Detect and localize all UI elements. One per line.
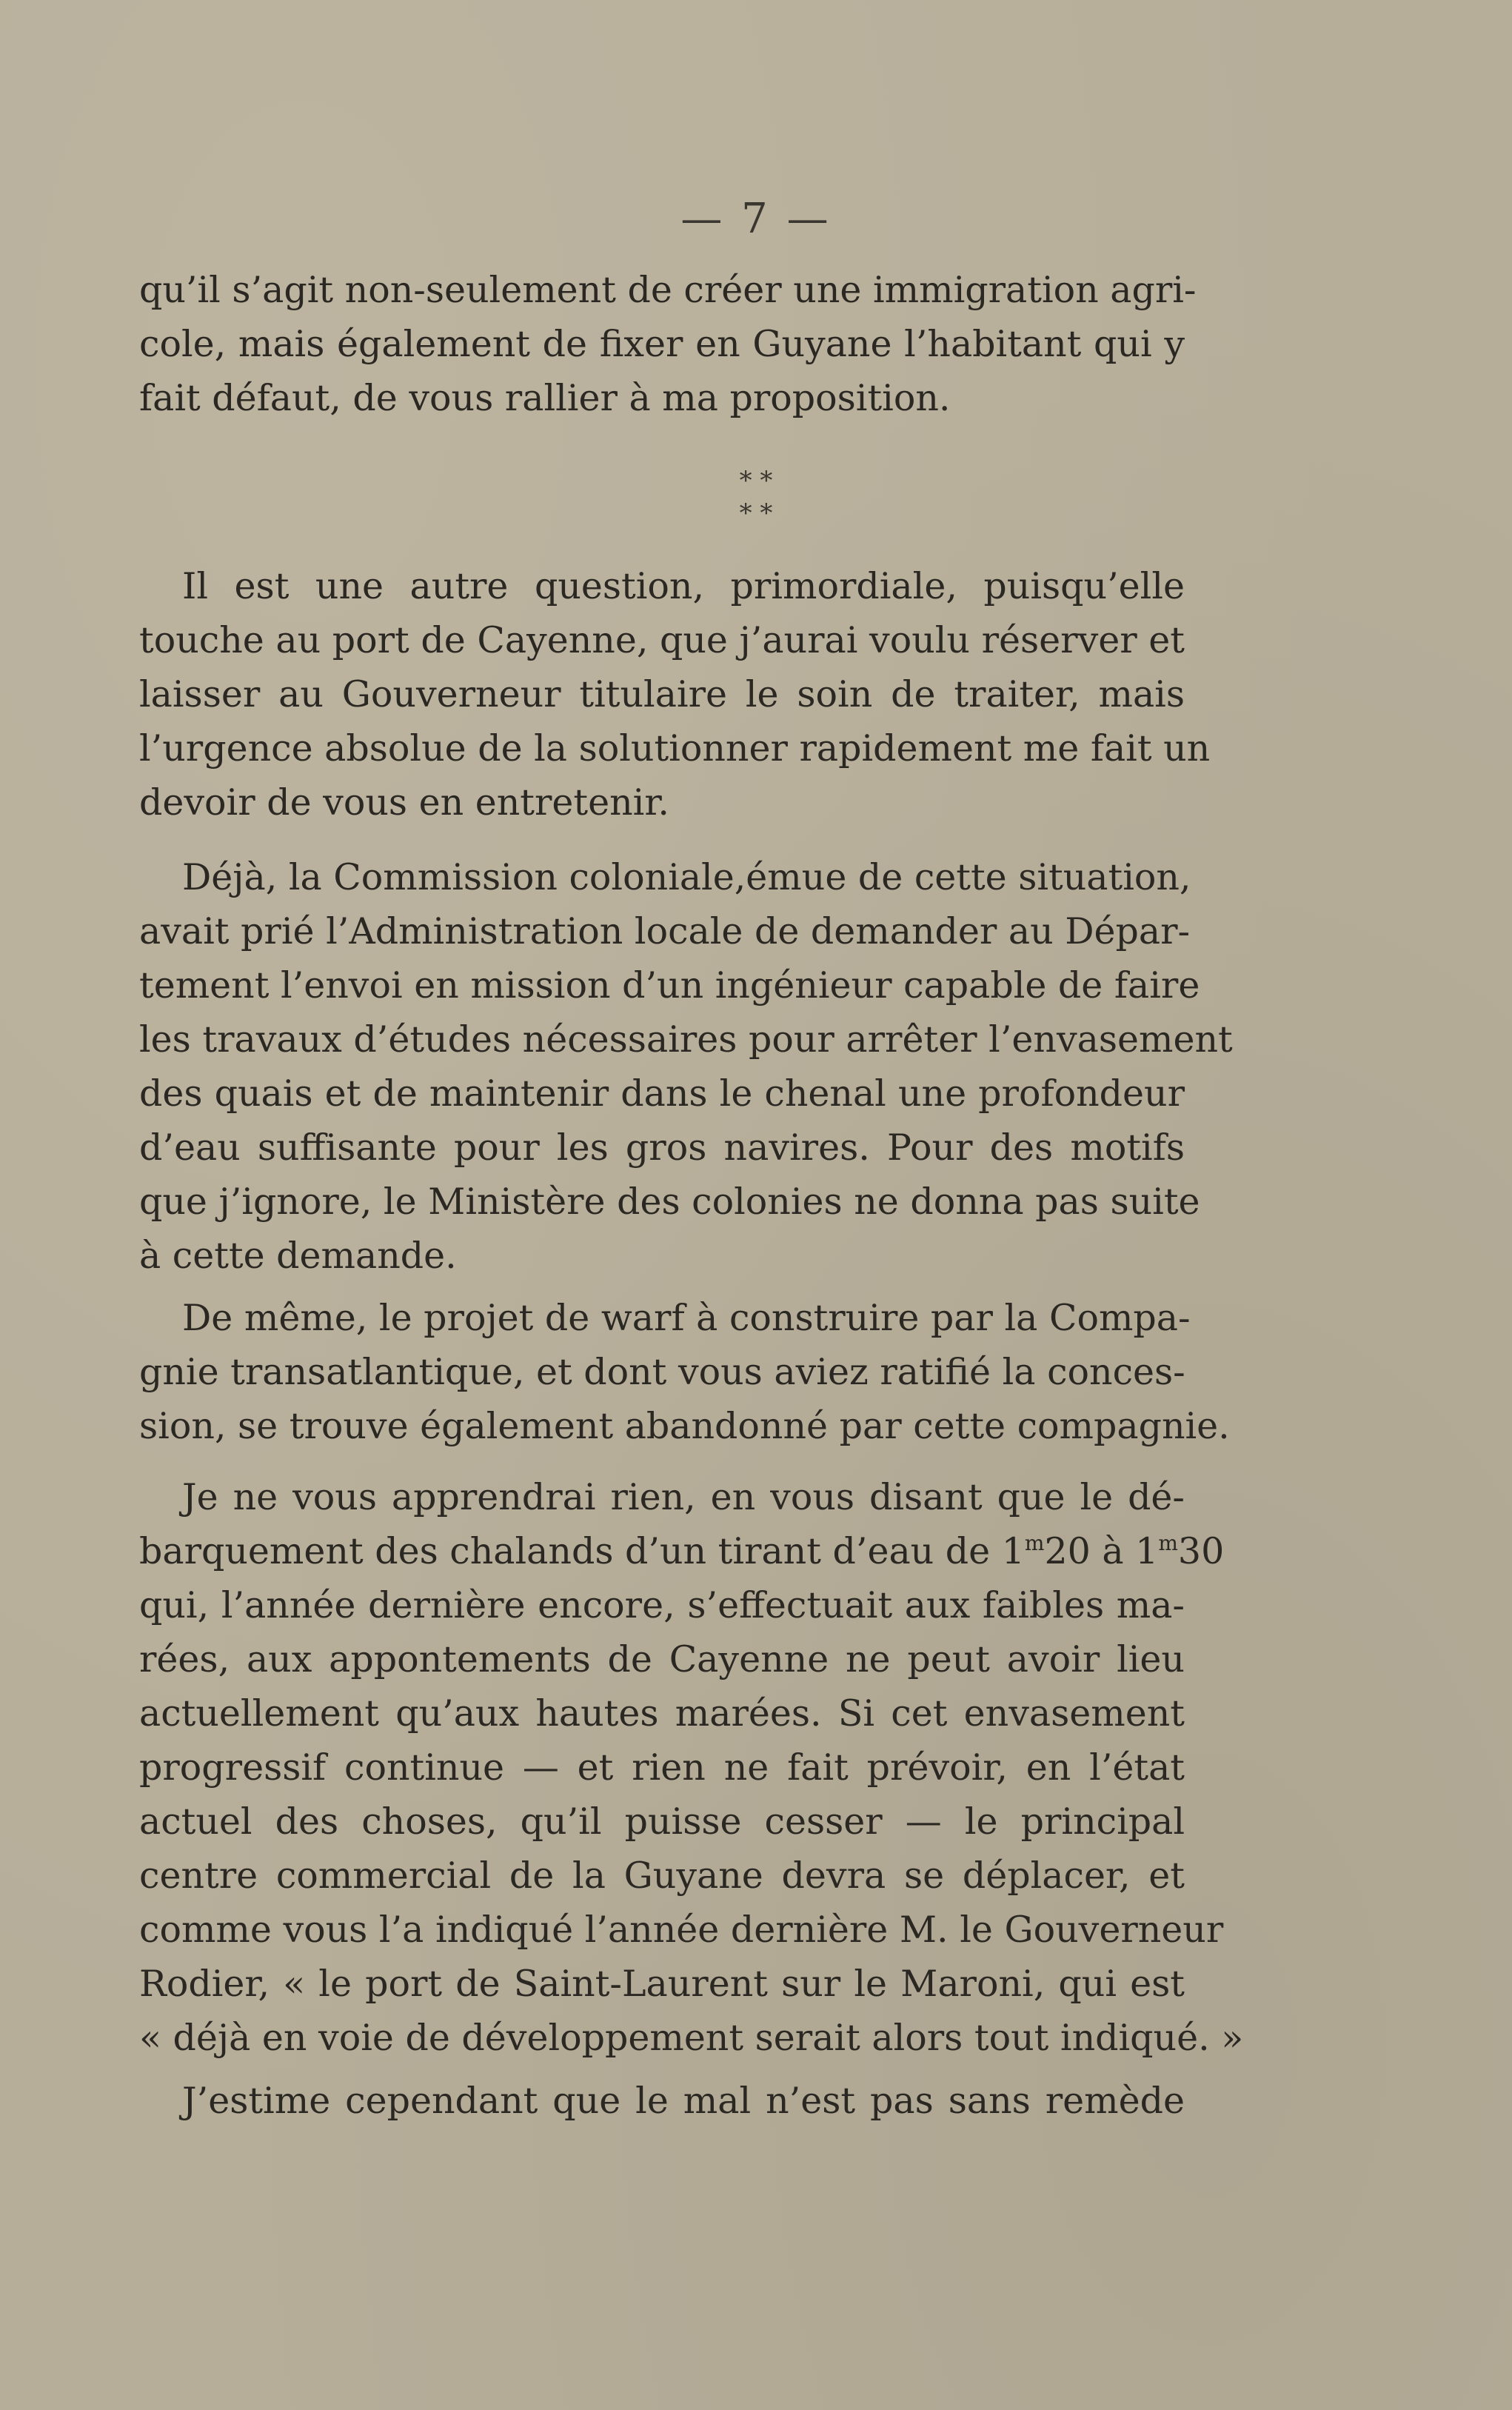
text-line: qu’il s’agit non-seulement de créer une immigration agri- <box>139 269 1197 311</box>
text-line: touche au port de Cayenne, que j’aurai voulu réserver et <box>139 619 1185 661</box>
text-line: centre commercial de la Guyane devra se déplacer, et <box>139 1855 1185 1897</box>
text-line: que j’ignore, le Ministère des colonies ne donna pas suite <box>139 1181 1200 1223</box>
text-line: tement l’envoi en mission d’un ingénieur capable de faire <box>139 964 1200 1007</box>
paragraph-2 <box>139 559 1211 830</box>
text-line: d’eau suffisante pour les gros navires. Pour des motifs <box>139 1126 1185 1169</box>
text-line: Déjà, la Commission coloniale,émue de cette situation, <box>182 856 1191 898</box>
text-line: Il est une autre question, primordiale, puisqu’elle <box>182 565 1185 607</box>
paragraph-4 <box>139 1291 1230 1453</box>
text-segment: 20 à 1 <box>1044 1530 1159 1572</box>
text-line: De même, le projet de warf à construire par la Compa- <box>182 1297 1191 1339</box>
text-line: comme vous l’a indiqué l’année dernière M. le Gouverneur <box>139 1909 1224 1951</box>
text-line: gnie transatlantique, et dont vous aviez ratifié la conces- <box>139 1351 1185 1393</box>
text-segment: barquement des chalands d’un tirant d’eau de 1 <box>139 1530 1025 1572</box>
text-line: Je ne vous apprendrai rien, en vous disant que le dé- <box>182 1476 1185 1518</box>
superscript-unit: m <box>1024 1531 1045 1555</box>
text-line: des quais et de maintenir dans le chenal une profondeur <box>139 1072 1185 1115</box>
text-line: qui, l’année dernière encore, s’effectuait aux faibles ma- <box>139 1584 1185 1626</box>
paragraph-5 <box>139 1470 1244 2065</box>
paragraph-3 <box>139 850 1233 1283</box>
text-line-with-units <box>139 1524 1225 1578</box>
paragraph-6 <box>139 2074 1185 2128</box>
asterism-top: * * <box>739 466 773 495</box>
asterism-bottom: * * <box>739 498 773 528</box>
text-line: devoir de vous en entretenir. <box>139 781 669 824</box>
text-line: les travaux d’études nécessaires pour arrêter l’envasement <box>139 1018 1233 1061</box>
text-line: sion, se trouve également abandonné par cette compagnie. <box>139 1405 1230 1447</box>
page-number: — 7 — <box>680 195 832 243</box>
text-line: cole, mais également de fixer en Guyane l’habitant qui y <box>139 323 1185 365</box>
text-line: « déjà en voie de développement serait alors tout indiqué. » <box>139 2017 1244 2059</box>
text-line: rées, aux appontements de Cayenne ne peut avoir lieu <box>139 1638 1185 1680</box>
text-line: progressif continue — et rien ne fait prévoir, en l’état <box>139 1746 1185 1789</box>
text-line: Rodier, « le port de Saint-Laurent sur le Maroni, qui est <box>139 1963 1185 2005</box>
text-line: fait défaut, de vous rallier à ma proposition. <box>139 377 951 419</box>
text-line: J’estime cependant que le mal n’est pas sans remède <box>182 2080 1185 2122</box>
superscript-unit: m <box>1158 1531 1178 1555</box>
text-line: l’urgence absolue de la solutionner rapidement me fait un <box>139 727 1211 770</box>
text-line: actuel des choses, qu’il puisse cesser — le principal <box>139 1800 1185 1843</box>
text-segment: 30 <box>1177 1530 1225 1572</box>
text-line: actuellement qu’aux hautes marées. Si cet envasement <box>139 1692 1185 1735</box>
text-line: avait prié l’Administration locale de demander au Dépar- <box>139 910 1191 952</box>
text-line: laisser au Gouverneur titulaire le soin de traiter, mais <box>139 673 1185 715</box>
paragraph-1 <box>139 263 1197 425</box>
text-line: à cette demande. <box>139 1235 457 1277</box>
